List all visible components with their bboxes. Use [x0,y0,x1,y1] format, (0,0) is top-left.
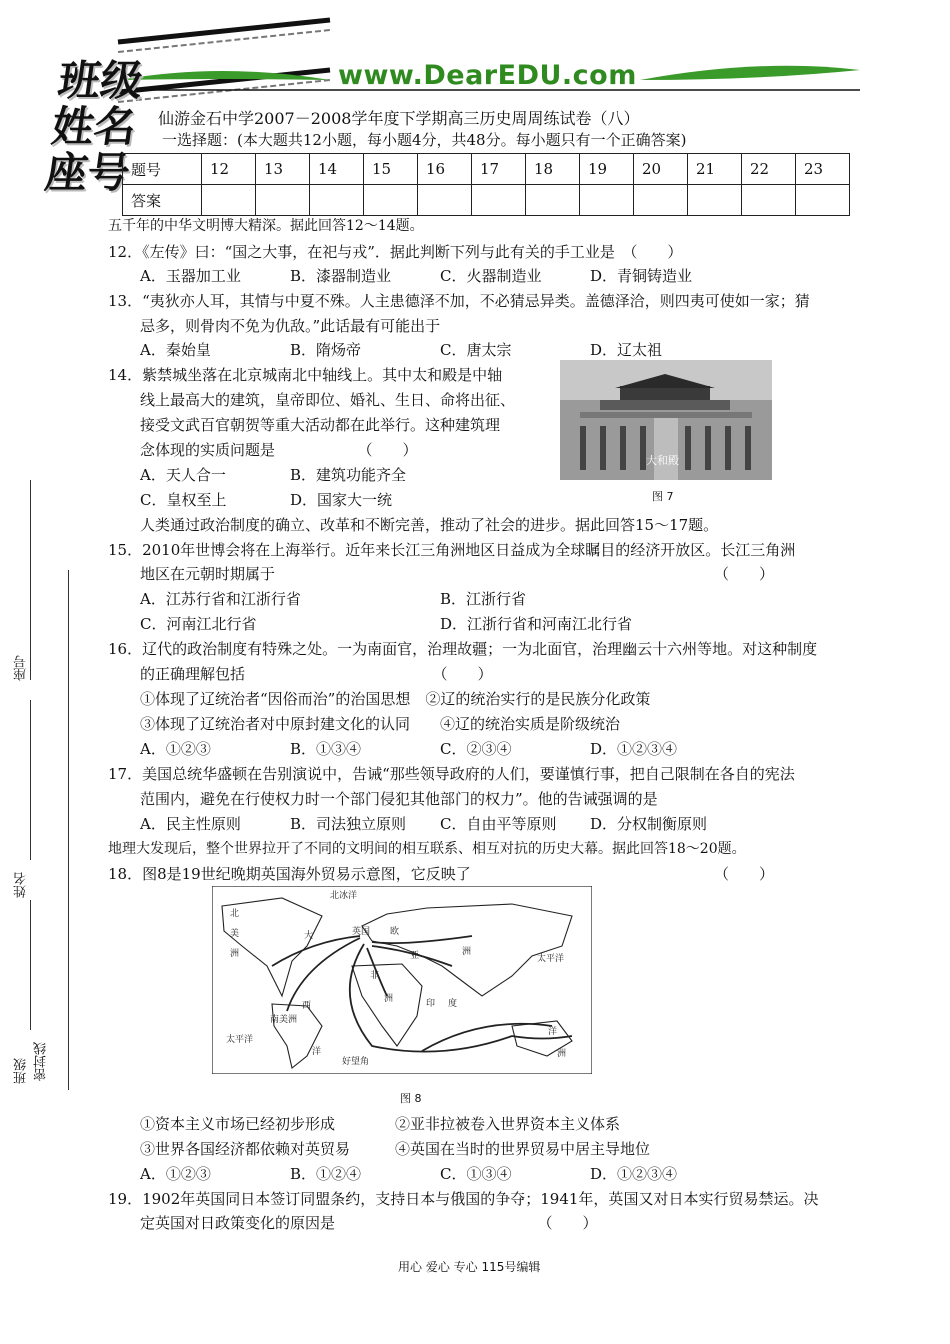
intro-18-20: 地理大发现后，整个世界拉开了不同的文明间的相互联系、相互对抗的历史大幕。据此回答18～20题。 [108,841,746,857]
number-cell: 18 [526,154,580,185]
q15-option-b[interactable]: B．江浙行省 [440,590,527,608]
q18-option-c[interactable]: C．①③④ [440,1165,512,1183]
answer-cell[interactable] [418,185,472,216]
q14-option-b[interactable]: B．建筑功能齐全 [290,466,407,484]
q13-option-a[interactable]: A．秦始皇 [140,341,211,359]
q18-option-b[interactable]: B．①②④ [290,1165,362,1183]
figure-8-map [212,886,592,1074]
answer-cell[interactable] [472,185,526,216]
number-cell: 13 [256,154,310,185]
figure-7-photo [560,360,772,480]
map-north-label: 北 [230,909,240,919]
q16-statements-2: ③体现了辽统治者对中原封建文化的认同 ④辽的统治实质是阶级统治 [140,715,621,733]
q19-stem-line2: 定英国对日政策变化的原因是 （ ） [140,1214,598,1232]
q13-stem-line1: 13．“夷狄亦人耳，其情与中夏不殊。人主患德泽不加，不必猜忌异类。盖德泽洽，则四夷可使如一家；猜 [108,292,810,310]
q16-option-a[interactable]: A．①②③ [140,740,211,758]
margin-line-class [30,900,31,1030]
figure-8-caption: 图 8 [400,1092,422,1105]
margin-seal-line [68,570,69,1090]
q15-option-a[interactable]: A．江苏行省和江浙行省 [140,590,301,608]
side-label-class: 班级 [55,56,146,105]
map-xi-label: 西 [302,1001,312,1011]
page-footer: 用心 爱心 专心 115号编辑 [398,1260,541,1274]
answer-cell[interactable] [256,185,310,216]
q17-option-b[interactable]: B．司法独立原则 [290,815,407,833]
map-europe-label: 欧 [390,927,400,937]
margin-seal-label: 密封线 [34,1042,49,1081]
q15-bracket: （ ） [714,565,775,583]
instructions: 一选择题：(本大题共12小题，每小题4分，共48分。每小题只有一个正确答案) [162,131,687,149]
q15-option-c[interactable]: C．河南江北行省 [140,615,257,633]
q16-option-c[interactable]: C．②③④ [440,740,512,758]
answer-row-label: 答案 [123,185,202,216]
q15-stem-line1: 15．2010年世博会将在上海举行。近年来长江三角洲地区日益成为全球瞩目的经济开放区。长江三角洲 [108,541,796,559]
margin-name-label: 姓名 [14,872,29,898]
q14-stem-line2: 线上最高大的建筑，皇帝即位、婚礼、生日、命将出征、 [140,391,516,409]
map-zhou4-label: 洲 [557,1049,567,1059]
map-pacific2-label: 太平洋 [226,1035,254,1045]
answer-table [122,153,850,216]
q12-option-a[interactable]: A．玉器加工业 [140,267,241,285]
q12-stem: 12．《左传》曰：“国之大事，在祀与戎”．据此判断下列与此有关的手工业是 （ ） [108,243,683,261]
q16-stem-line2: 的正确理解包括 （ ） [140,665,493,683]
margin-seat-label: 座号 [14,655,29,681]
map-zhou-label: 洲 [230,949,240,959]
number-cell: 19 [580,154,634,185]
answer-cell[interactable] [202,185,256,216]
q16-option-d[interactable]: D．①②③④ [590,740,678,758]
q17-stem-line1: 17．美国总统华盛顿在告别演说中，告诫“那些领导政府的人们，要谨慎行事，把自己限制在各自的宪法 [108,765,795,783]
q13-option-b[interactable]: B．隋炀帝 [290,341,362,359]
q16-statements-1: ①体现了辽统治者“因俗而治”的治国思想 ②辽的统治实行的是民族分化政策 [140,690,651,708]
q15-stem-line2: 地区在元朝时期属于 [140,565,276,583]
answer-table-answer-row [123,185,850,216]
site-logo: www.DearEDU.com [338,60,637,91]
number-cell: 14 [310,154,364,185]
number-cell: 20 [634,154,688,185]
map-da-label: 大 [304,931,314,941]
q13-stem-line2: 忌多，则骨肉不免为仇敌。”此话最有可能出于 [140,317,441,335]
answer-cell[interactable] [364,185,418,216]
map-cape-label: 好望角 [342,1057,370,1067]
map-america-label: 美 [230,929,240,939]
side-label-name: 姓名 [48,102,140,151]
margin-class-label: 班级 [14,1058,29,1084]
q17-option-c[interactable]: C．自由平等原则 [440,815,557,833]
answer-cell[interactable] [796,185,850,216]
answer-cell[interactable] [310,185,364,216]
map-pacific-label: 太平洋 [537,954,565,964]
number-row-label: 题号 [123,154,202,185]
figure-7-label: 大和殿 [646,454,679,467]
q18-bracket: （ ） [714,865,775,883]
map-arctic-label: 北冰洋 [330,891,358,901]
number-cell: 15 [364,154,418,185]
map-asia-label: 亚 [410,951,420,961]
answer-cell[interactable] [634,185,688,216]
q14-stem-line1: 14．紫禁城坐落在北京城南北中轴线上。其中太和殿是中轴 [108,366,503,384]
map-africa-label: 非 [370,971,380,981]
q19-stem-line1: 19．1902年英国同日本签订同盟条约，支持日本与俄国的争夺；1941年，英国又对日本实行贸易禁运。决 [108,1190,819,1208]
number-cell: 16 [418,154,472,185]
margin-line-name [30,700,31,860]
q13-option-c[interactable]: C．唐太宗 [440,341,512,359]
q17-option-a[interactable]: A．民主性原则 [140,815,241,833]
q16-option-b[interactable]: B．①③④ [290,740,362,758]
figure-7-caption: 图 7 [652,490,674,503]
number-cell: 12 [202,154,256,185]
q18-option-d[interactable]: D．①②③④ [590,1165,678,1183]
intro-15-17: 人类通过政治制度的确立、改革和不断完善，推动了社会的进步。据此回答15～17题。 [140,516,719,534]
answer-cell[interactable] [742,185,796,216]
number-cell: 23 [796,154,850,185]
q12-option-d[interactable]: D．青铜铸造业 [590,267,693,285]
q18-statements-1: ①资本主义市场已经初步形成 ②亚非拉被卷入世界资本主义体系 [140,1115,621,1133]
number-cell: 17 [472,154,526,185]
map-du-label: 度 [448,999,458,1009]
map-south-america-label: 南美洲 [270,1015,298,1025]
intro-12-14: 五千年的中华文明博大精深。据此回答12～14题。 [108,218,424,234]
map-yin-label: 印 [426,999,436,1009]
answer-cell[interactable] [688,185,742,216]
answer-cell[interactable] [580,185,634,216]
map-zhou2-label: 洲 [384,994,394,1004]
answer-cell[interactable] [526,185,580,216]
q18-stem: 18．图8是19世纪晚期英国海外贸易示意图，它反映了 [108,865,471,883]
q14-stem-line4: 念体现的实质问题是 （ ） [140,441,418,459]
q17-stem-line2: 范围内，避免在行使权力时一个部门侵犯其他部门的权力”。他的告诫强调的是 [140,790,658,808]
side-label-seat: 座号 [42,148,134,197]
map-zhou3-label: 洲 [462,947,472,957]
q17-option-d[interactable]: D．分权制衡原则 [590,815,708,833]
q18-statements-2: ③世界各国经济都依赖对英贸易 ④英国在当时的世界贸易中居主导地位 [140,1140,651,1158]
q14-option-d[interactable]: D．国家大一统 [290,491,393,509]
q16-stem-line1: 16．辽代的政治制度有特殊之处。一为南面官，治理故疆；一为北面官，治理幽云十六州等地。对这种制度 [108,640,818,658]
q12-option-c[interactable]: C．火器制造业 [440,267,542,285]
margin-line-seat [30,480,31,680]
map-yang2-label: 洋 [548,1027,558,1037]
exam-title: 仙游金石中学2007－2008学年度下学期高三历史周周练试卷（八） [158,109,640,128]
q15-option-d[interactable]: D．江浙行省和河南江北行省 [440,615,633,633]
q14-option-c[interactable]: C．皇权至上 [140,491,227,509]
q12-option-b[interactable]: B．漆器制造业 [290,267,392,285]
number-cell: 22 [742,154,796,185]
map-uk-label: 英国 [352,927,371,937]
answer-table-number-row [123,154,850,185]
map-yang-label: 洋 [312,1047,322,1057]
q14-stem-line3: 接受文武百官朝贺等重大活动都在此举行。这种建筑理 [140,416,501,434]
q13-option-d[interactable]: D．辽太祖 [590,341,663,359]
number-cell: 21 [688,154,742,185]
q14-option-a[interactable]: A．天人合一 [140,466,226,484]
q18-option-a[interactable]: A．①②③ [140,1165,211,1183]
